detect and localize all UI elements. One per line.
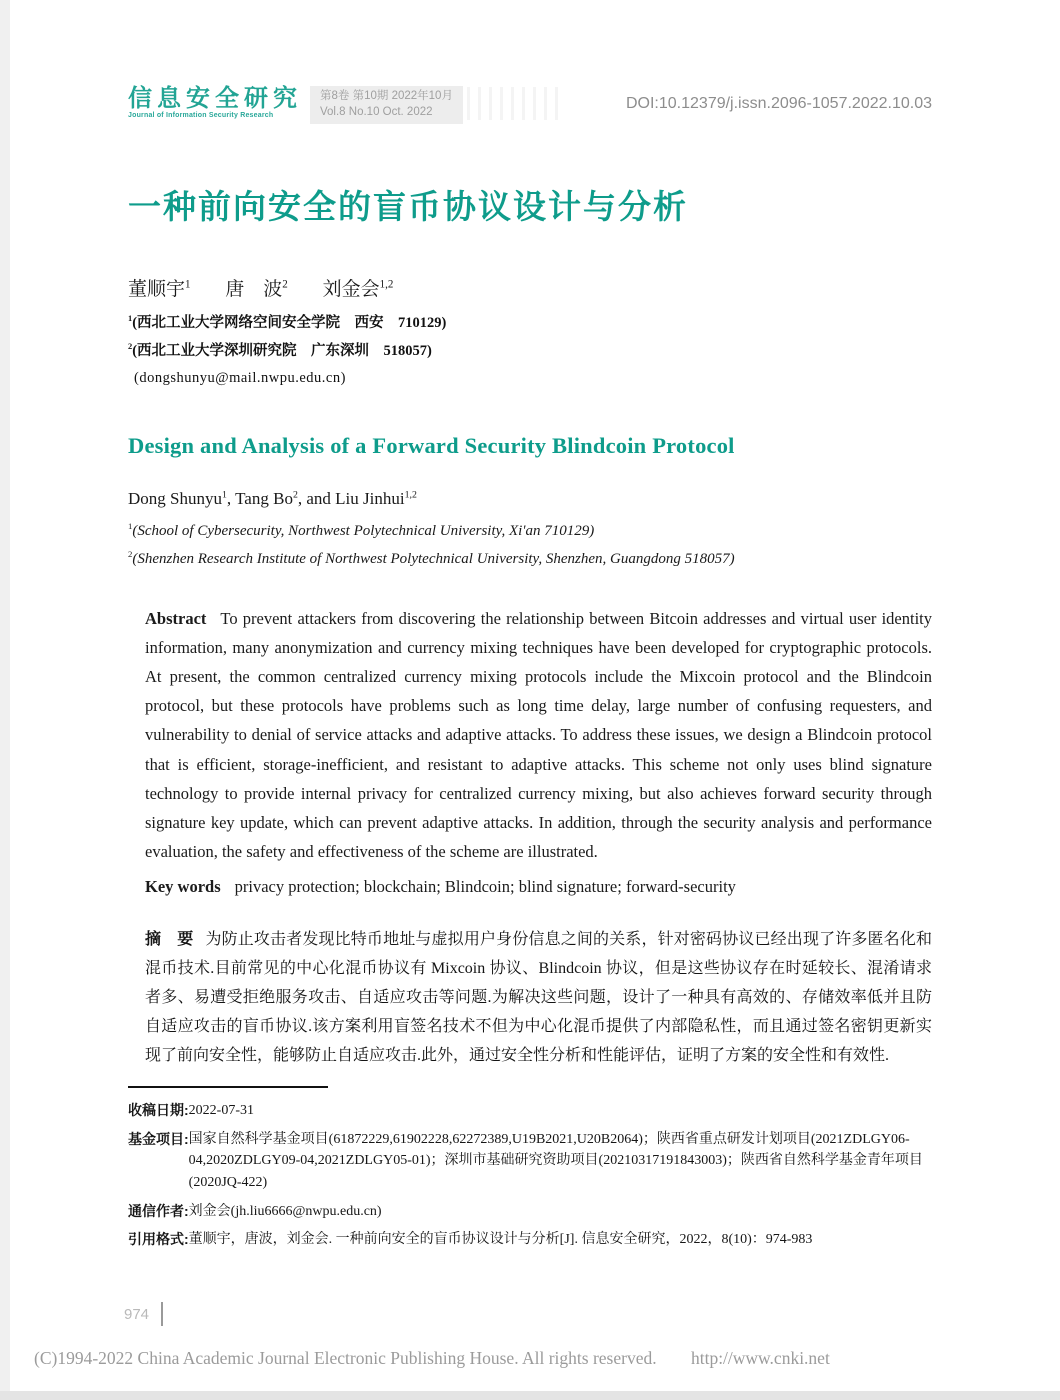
author-en — [128, 489, 235, 508]
author-separator: , and — [297, 488, 336, 508]
abstract-en — [145, 604, 932, 867]
affil-text: (Shenzhen Research Institute of Northwest Polytechnical University, Shenzhen, Guangdong 518057) — [132, 551, 735, 568]
journal-logo — [128, 86, 302, 119]
affil-sup: 2 — [128, 549, 133, 560]
abstract-text: To prevent attackers from discovering the relationship between Bitcoin addresses and virtual user identity information, many anonymization and currency mixing techniques have been developed for cryptographic protocols. At present, the common centralized currency mixing protocols include the Mixcoin protocol and the Blindcoin protocol, but these protocols have problems such as long time delay, large number of confusing requesters, and vulnerability to denial of service attacks and adaptive attacks. To address these issues, we design a Blindcoin protocol that is efficient, storage-inefficient, and resistant to adaptive attacks. This scheme not only uses blind signature technology to provide internal privacy for centralized currency mixing, but also achieves forward security through signature key update, which can prevent adaptive attacks. In addition, through the security analysis and performance evaluation, the safety and effectiveness of the scheme are illustrated. — [145, 608, 932, 862]
keywords-text: privacy protection; blockchain; Blindcoin; blind signature; forward-security — [234, 876, 736, 896]
affiliation-en — [128, 545, 932, 574]
page-number-divider — [161, 1302, 163, 1326]
footnote-label: 基金项目: — [128, 1130, 189, 1147]
copyright-text: (C)1994-2022 China Academic Journal Electronic Publishing House. All rights reserved. — [34, 1348, 657, 1368]
author-name: Dong Shunyu — [128, 488, 222, 508]
paper-title-cn: 一种前向安全的盲币协议设计与分析 — [128, 188, 688, 226]
author-cn — [128, 279, 191, 300]
author-affil-sup: 2 — [292, 489, 298, 501]
affil-text: (西北工业大学深圳研究院 广东深圳 518057) — [132, 342, 432, 359]
author-en — [235, 489, 335, 508]
affiliation-cn — [128, 310, 932, 338]
author-cn — [225, 279, 288, 300]
authors-en — [128, 489, 932, 509]
abstract-cn — [145, 925, 932, 1071]
footnote-text: 国家自然科学基金项目(61872229,61902228,62272389,U19B2021,U20B2064)；陕西省重点研发计划项目(2021ZDLGY06-04,2020ZDLGY09-04,2021ZDLGY05-01)；深圳市基础研究资助项目(20210317191843003)；陕西省自然科学基金青年项目(2020JQ-422) — [188, 1131, 923, 1191]
scan-edge-bottom — [0, 1391, 1060, 1400]
affil-text: (西北工业大学网络空间安全学院 西安 710129) — [132, 315, 447, 332]
affiliation-cn — [128, 338, 932, 366]
footnote-received-date — [128, 1100, 932, 1122]
affiliations-en — [128, 517, 932, 574]
corresponding-email: (dongshunyu@mail.nwpu.edu.cn) — [134, 370, 346, 387]
author-name: 董顺宇 — [128, 279, 186, 301]
author-separator: , — [226, 488, 236, 508]
issue-info-box — [310, 86, 463, 124]
keywords-en — [145, 877, 932, 897]
author-affil-sup: 1,2 — [379, 278, 394, 291]
affil-sup: 2 — [128, 341, 133, 351]
footnote-text: 2022-07-31 — [188, 1103, 254, 1119]
affil-text: (School of Cybersecurity, Northwest Polytechnical University, Xi'an 710129) — [132, 522, 595, 539]
abstract-cn-label: 摘 要 — [145, 930, 194, 948]
footnote-text: 董顺宇，唐波，刘金会. 一种前向安全的盲币协议设计与分析[J]. 信息安全研究，2022，8(10)：974-983 — [188, 1232, 813, 1248]
affiliation-en — [128, 517, 932, 546]
authors-cn — [128, 274, 932, 301]
issue-line-en: Vol.8 No.10 Oct. 2022 — [320, 105, 433, 118]
author-en — [335, 489, 417, 508]
footnote-label: 通信作者: — [128, 1202, 189, 1219]
abstract-label: Abstract — [145, 608, 207, 628]
journal-header — [128, 86, 932, 124]
footnote-corresponding-author — [128, 1201, 932, 1223]
journal-logo-cn: 信息安全研究 — [128, 85, 302, 112]
page-number — [124, 1302, 163, 1326]
affil-sup: 1 — [128, 314, 133, 324]
barcode-stripes-decoration — [467, 87, 559, 120]
footnote-label: 引用格式: — [128, 1231, 189, 1248]
doi-text: DOI:10.12379/j.issn.2096-1057.2022.10.03 — [625, 95, 932, 112]
issue-line-cn: 第8卷 第10期 2022年10月 — [320, 90, 453, 102]
footnotes — [128, 1100, 932, 1251]
author-cn — [323, 279, 394, 300]
page-number-value: 974 — [124, 1305, 150, 1323]
paper-title-en: Design and Analysis of a Forward Security Blindcoin Protocol — [128, 432, 735, 458]
author-name: 唐 波 — [225, 279, 283, 301]
author-name: Liu Jinhui — [335, 488, 405, 508]
author-affil-sup: 1,2 — [404, 489, 417, 501]
author-name: 刘金会 — [322, 279, 380, 301]
author-affil-sup: 1 — [221, 489, 227, 501]
footnote-separator-rule — [128, 1086, 328, 1088]
footnote-label: 收稿日期: — [128, 1102, 189, 1119]
author-affil-sup: 2 — [282, 278, 288, 291]
footnote-text: 刘金会(jh.liu6666@nwpu.edu.cn) — [188, 1203, 382, 1219]
cnki-url: http://www.cnki.net — [690, 1348, 830, 1368]
footnote-citation — [128, 1229, 932, 1251]
author-name: Tang Bo — [235, 488, 293, 508]
abstract-cn-text: 为防止攻击者发现比特币地址与虚拟用户身份信息之间的关系，针对密码协议已经出现了许多匿名化和混币技术.目前常见的中心化混币协议有 Mixcoin 协议、Blindcoin 协议，但是这些协议存在时延较长、混淆请求者多、易遭受拒绝服务攻击、自适应攻击等问题.为解决这些问题，设计了一种具有高效的、存储效率低并且防自适应攻击的盲币协议.该方案利用盲签名技术不但为中心化混币提供了内部隐私性，而且通过签名密钥更新实现了前向安全性，能够防止自适应攻击.此外，通过安全性分析和性能评估，证明了方案的安全性和有效性. — [145, 930, 932, 1064]
affil-sup: 1 — [128, 520, 133, 531]
copyright-line — [34, 1348, 830, 1369]
keywords-label: Key words — [145, 876, 221, 896]
affiliations-cn — [128, 310, 932, 393]
journal-logo-en: Journal of Information Security Research — [128, 112, 274, 120]
footnote-funding — [128, 1129, 932, 1194]
author-affil-sup: 1 — [185, 278, 191, 291]
